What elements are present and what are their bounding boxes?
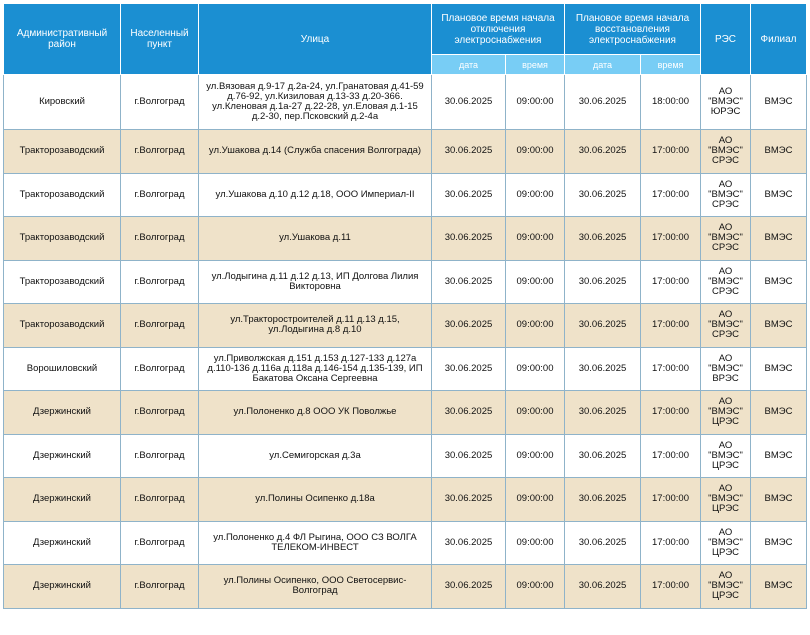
off-time-cell: 09:00:00 [506,173,565,217]
street-cell: ул.Полоненко д.4 ФЛ Рыгина, ООО СЗ ВОЛГА ТЕЛЕКОМ-ИНВЕСТ [199,521,432,565]
res-cell [701,565,751,609]
off-time-cell: 09:00:00 [506,565,565,609]
off-time-cell: 09:00:00 [506,260,565,304]
header-district: Административный район [4,4,121,75]
table-row [4,565,807,609]
off-date-cell: 30.06.2025 [432,434,506,478]
off-time-cell: 09:00:00 [506,75,565,130]
district-cell: Тракторозаводский [4,130,121,174]
locality-cell: г.Волгоград [121,565,199,609]
res-org: АО "ВМЭС" [708,86,743,107]
on-date-cell: 30.06.2025 [565,173,641,217]
district-cell: Тракторозаводский [4,217,121,261]
table-row [4,75,807,130]
off-date-cell: 30.06.2025 [432,260,506,304]
res-org: АО "ВМЭС" [708,352,743,374]
branch-cell: ВМЭС [751,565,807,609]
branch-cell: ВМЭС [751,391,807,435]
res-org: АО "ВМЭС" [708,483,743,505]
on-date-cell: 30.06.2025 [565,391,641,435]
district-cell: Дзержинский [4,478,121,522]
res-unit: ЮРЭС [710,106,741,117]
off-date-cell: 30.06.2025 [432,391,506,435]
off-time-cell: 09:00:00 [506,521,565,565]
locality-cell: г.Волгоград [121,173,199,217]
res-org: АО "ВМЭС" [708,439,743,461]
on-date-cell: 30.06.2025 [565,521,641,565]
off-time-cell: 09:00:00 [506,217,565,261]
res-unit: СРЭС [712,329,739,341]
res-unit: ЦРЭС [711,590,740,602]
res-unit: ЦРЭС [711,416,740,428]
street-cell: ул.Вязовая д.9-17 д.2а-24, ул.Гранатовая д.41-59 д.76-92, ул.Кизиловая д.13-33 д.20-366. ул.Кленовая д.1а-27 д.22-28, ул.Еловая д.1-15 д.2-30, пер.Псковский д.2-4а [199,75,432,130]
on-time-cell: 18:00:00 [641,75,701,130]
on-date-cell: 30.06.2025 [565,260,641,304]
locality-cell: г.Волгоград [121,304,199,348]
on-time-cell: 17:00:00 [641,391,701,435]
res-unit: СРЭС [712,155,739,167]
district-cell: Дзержинский [4,434,121,478]
on-date-cell: 30.06.2025 [565,130,641,174]
district-cell: Ворошиловский [4,347,121,391]
branch-cell: ВМЭС [751,521,807,565]
off-date-cell: 30.06.2025 [432,75,506,130]
street-cell: ул.Лодыгина д.11 д.12 д.13, ИП Долгова Лилия Викторовна [199,260,432,304]
off-date-cell: 30.06.2025 [432,173,506,217]
res-unit: ВРЭС [712,372,739,384]
locality-cell: г.Волгоград [121,75,199,130]
header-row [4,4,807,55]
branch-cell: ВМЭС [751,304,807,348]
res-cell [701,75,751,130]
res-org: АО "ВМЭС" [708,265,743,287]
on-time-cell: 17:00:00 [641,130,701,174]
res-cell [701,173,751,217]
on-date-cell: 30.06.2025 [565,347,641,391]
branch-cell: ВМЭС [751,75,807,130]
district-cell: Тракторозаводский [4,173,121,217]
res-unit: СРЭС [712,242,739,254]
subheader-off-date: дата [432,55,506,75]
table-row [4,130,807,174]
on-time-cell: 17:00:00 [641,260,701,304]
district-cell: Тракторозаводский [4,260,121,304]
street-cell: ул.Ушакова д.14 (Служба спасения Волгограда) [199,130,432,174]
table-row [4,260,807,304]
on-time-cell: 17:00:00 [641,478,701,522]
off-time-cell: 09:00:00 [506,347,565,391]
on-date-cell: 30.06.2025 [565,75,641,130]
off-date-cell: 30.06.2025 [432,521,506,565]
on-time-cell: 17:00:00 [641,434,701,478]
res-cell [701,130,751,174]
on-time-cell: 17:00:00 [641,173,701,217]
res-org: АО "ВМЭС" [708,222,743,244]
street-cell: ул.Приволжская д.151 д.153 д.127-133 д.127а д.110-136 д.116а д.118а д.146-154 д.135-139, ИП Бакатова Оксана Сергеевна [199,347,432,391]
branch-cell: ВМЭС [751,217,807,261]
res-unit: ЦРЭС [711,459,740,471]
table-body [4,75,807,609]
locality-cell: г.Волгоград [121,434,199,478]
branch-cell: ВМЭС [751,173,807,217]
branch-cell: ВМЭС [751,478,807,522]
district-cell: Кировский [4,75,121,130]
outage-table [3,3,807,609]
res-unit: ЦРЭС [711,546,740,558]
off-date-cell: 30.06.2025 [432,130,506,174]
outage-schedule [3,3,806,609]
branch-cell: ВМЭС [751,130,807,174]
branch-cell: ВМЭС [751,347,807,391]
on-time-cell: 17:00:00 [641,217,701,261]
header-res: РЭС [701,4,751,75]
table-row [4,173,807,217]
street-cell: ул.Тракторостроителей д.11 д.13 д.15, ул.Лодыгина д.8 д.10 [199,304,432,348]
header-on-time: Плановое время начала восстановления электроснабжения [565,4,701,55]
district-cell: Дзержинский [4,521,121,565]
res-unit: СРЭС [712,285,739,297]
locality-cell: г.Волгоград [121,521,199,565]
res-org: АО "ВМЭС" [708,309,743,331]
res-org: АО "ВМЭС" [708,135,743,157]
district-cell: Тракторозаводский [4,304,121,348]
res-cell [701,521,751,565]
res-cell [701,391,751,435]
table-row [4,391,807,435]
res-org: АО "ВМЭС" [708,396,743,418]
subheader-off-time: время [506,55,565,75]
on-date-cell: 30.06.2025 [565,478,641,522]
locality-cell: г.Волгоград [121,217,199,261]
locality-cell: г.Волгоград [121,130,199,174]
res-cell [701,217,751,261]
district-cell: Дзержинский [4,565,121,609]
off-date-cell: 30.06.2025 [432,478,506,522]
table-row [4,304,807,348]
header-street: Улица [199,4,432,75]
res-org: АО "ВМЭС" [708,570,743,592]
street-cell: ул.Семигорская д.3а [199,434,432,478]
district-cell: Дзержинский [4,391,121,435]
table-row [4,217,807,261]
on-date-cell: 30.06.2025 [565,434,641,478]
branch-cell: ВМЭС [751,260,807,304]
subheader-on-date: дата [565,55,641,75]
locality-cell: г.Волгоград [121,260,199,304]
res-unit: СРЭС [712,198,739,210]
off-date-cell: 30.06.2025 [432,304,506,348]
locality-cell: г.Волгоград [121,347,199,391]
off-time-cell: 09:00:00 [506,391,565,435]
locality-cell: г.Волгоград [121,391,199,435]
branch-cell: ВМЭС [751,434,807,478]
table-row [4,434,807,478]
res-cell [701,260,751,304]
street-cell: ул.Полины Осипенко д.18а [199,478,432,522]
on-date-cell: 30.06.2025 [565,304,641,348]
res-org: АО "ВМЭС" [708,526,743,548]
res-cell [701,347,751,391]
off-date-cell: 30.06.2025 [432,565,506,609]
off-time-cell: 09:00:00 [506,130,565,174]
off-date-cell: 30.06.2025 [432,347,506,391]
res-org: АО "ВМЭС" [708,178,743,200]
on-time-cell: 17:00:00 [641,347,701,391]
on-date-cell: 30.06.2025 [565,565,641,609]
off-time-cell: 09:00:00 [506,434,565,478]
res-cell [701,434,751,478]
street-cell: ул.Полоненко д.8 ООО УК Поволжье [199,391,432,435]
header-locality: Населенный пункт [121,4,199,75]
on-time-cell: 17:00:00 [641,304,701,348]
on-time-cell: 17:00:00 [641,565,701,609]
res-unit: ЦРЭС [711,503,740,515]
header-branch: Филиал [751,4,807,75]
street-cell: ул.Ушакова д.10 д.12 д.18, ООО Империал-II [199,173,432,217]
table-row [4,478,807,522]
table-row [4,347,807,391]
table-row [4,521,807,565]
off-time-cell: 09:00:00 [506,478,565,522]
header-off-time: Плановое время начала отключения электроснабжения [432,4,565,55]
on-date-cell: 30.06.2025 [565,217,641,261]
on-time-cell: 17:00:00 [641,521,701,565]
res-cell [701,478,751,522]
locality-cell: г.Волгоград [121,478,199,522]
off-time-cell: 09:00:00 [506,304,565,348]
subheader-on-time: время [641,55,701,75]
street-cell: ул.Полины Осипенко, ООО Светосервис-Волгоград [199,565,432,609]
off-date-cell: 30.06.2025 [432,217,506,261]
res-cell [701,304,751,348]
street-cell: ул.Ушакова д.11 [199,217,432,261]
